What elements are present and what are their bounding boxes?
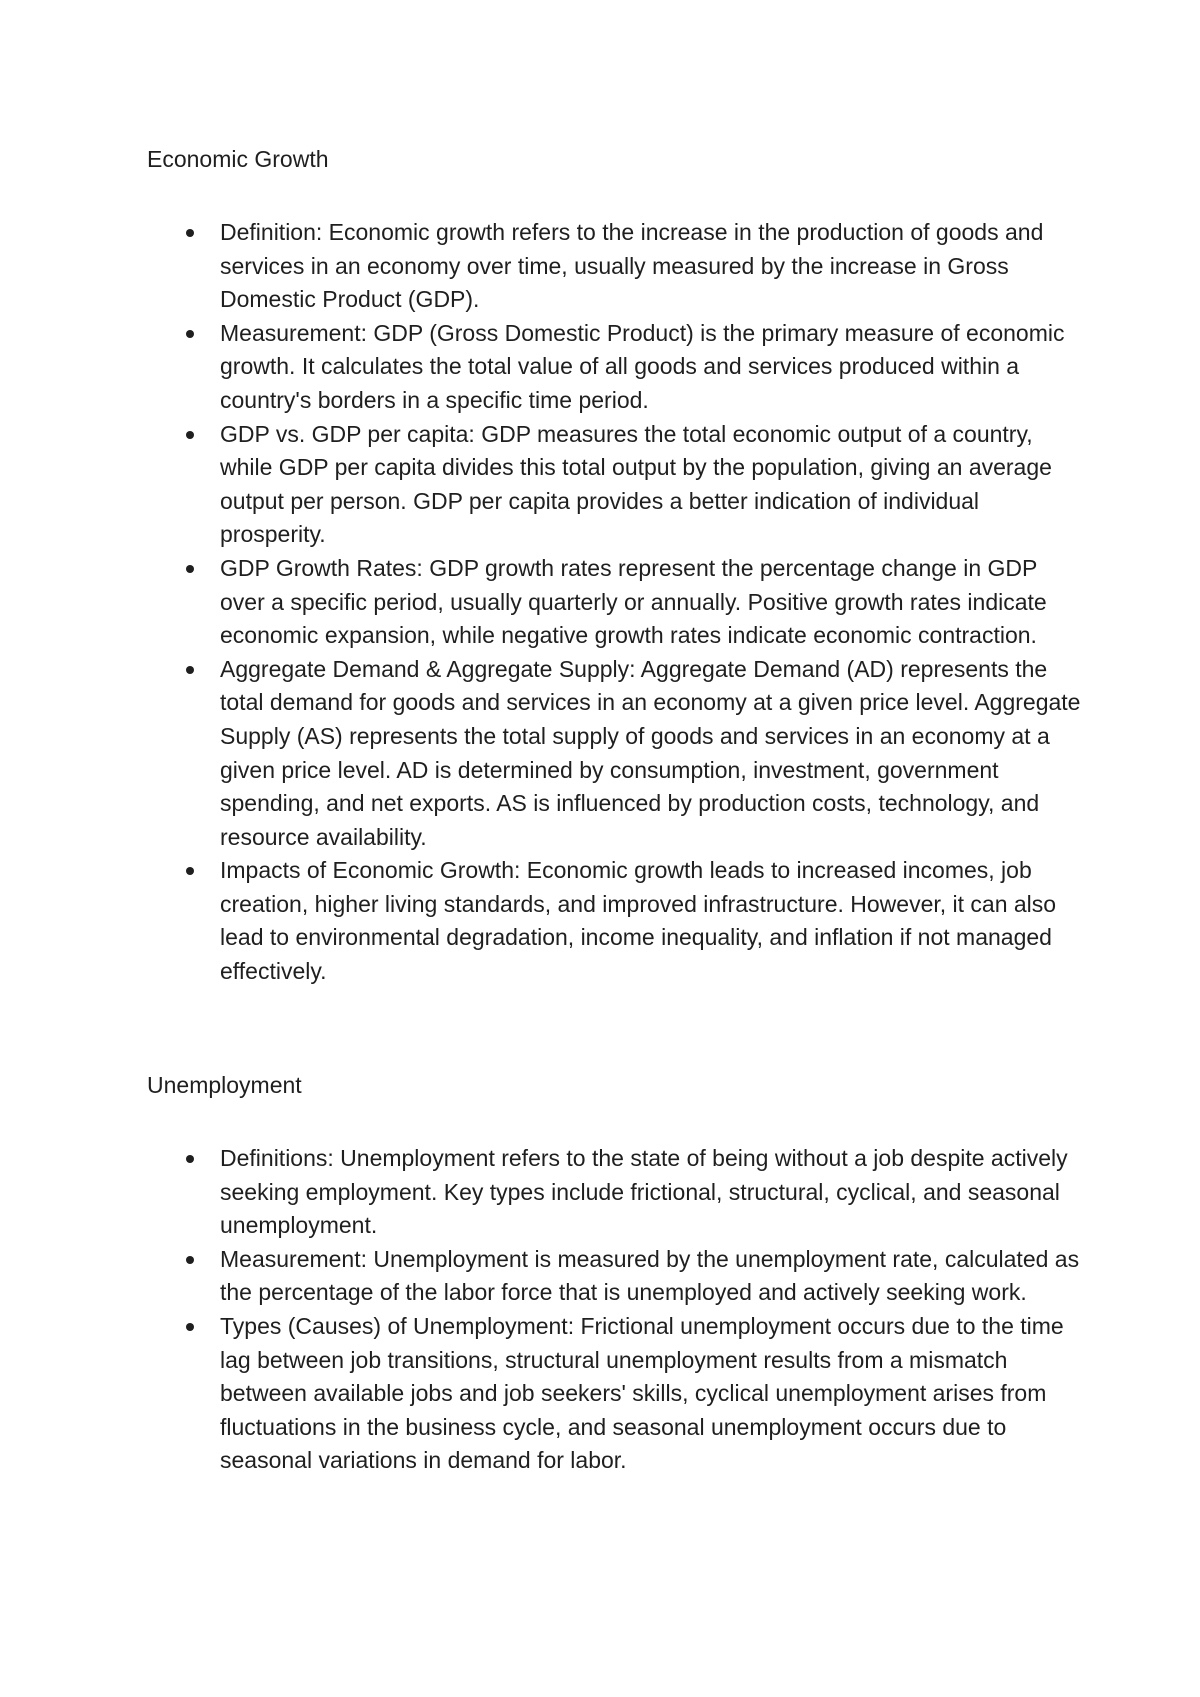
list-item bbox=[147, 854, 1087, 988]
list-item-text: Types (Causes) of Unemployment: Frictional unemployment occurs due to the time lag between job transitions, structural unemployment results from a mismatch between available jobs and job seekers' skills, cyclical unemployment arises from fluctuations in the business cycle, and seasonal unemployment occurs due to seasonal variations in demand for labor. bbox=[220, 1312, 1064, 1474]
bullet-list bbox=[147, 1142, 1087, 1478]
list-item bbox=[147, 552, 1087, 653]
list-item bbox=[147, 317, 1087, 418]
section-heading: Economic Growth bbox=[147, 146, 329, 172]
bullet-dot-icon bbox=[186, 1323, 194, 1331]
list-item bbox=[147, 653, 1087, 855]
bullet-dot-icon bbox=[186, 330, 194, 338]
section-unemployment bbox=[147, 1068, 1087, 1478]
list-item-text: GDP vs. GDP per capita: GDP measures the total economic output of a country, while GDP per capita divides this total output by the population, giving an average output per person. GDP per capita provides a better indication of individual prosperity. bbox=[220, 420, 1052, 548]
list-item-text: Measurement: Unemployment is measured by the unemployment rate, calculated as the percentage of the labor force that is unemployed and actively seeking work. bbox=[220, 1245, 1080, 1306]
bullet-dot-icon bbox=[186, 1155, 194, 1163]
list-item bbox=[147, 1243, 1087, 1310]
bullet-dot-icon bbox=[186, 666, 194, 674]
bullet-dot-icon bbox=[186, 867, 194, 875]
bullet-list bbox=[147, 216, 1087, 989]
bullet-dot-icon bbox=[186, 565, 194, 573]
list-item bbox=[147, 1310, 1087, 1478]
bullet-dot-icon bbox=[186, 229, 194, 237]
list-item bbox=[147, 418, 1087, 552]
list-item-text: GDP Growth Rates: GDP growth rates represent the percentage change in GDP over a specific period, usually quarterly or annually. Positive growth rates indicate economic expansion, while negative growth rates indicate economic contraction. bbox=[220, 554, 1047, 649]
list-item-text: Impacts of Economic Growth: Economic growth leads to increased incomes, job creation, higher living standards, and improved infrastructure. However, it can also lead to environmental degradation, income inequality, and inflation if not managed effectively. bbox=[220, 857, 1057, 985]
bullet-dot-icon bbox=[186, 431, 194, 439]
list-item-text: Definition: Economic growth refers to the increase in the production of goods and services in an economy over time, usually measured by the increase in Gross Domestic Product (GDP). bbox=[220, 219, 1044, 313]
section-heading: Unemployment bbox=[147, 1072, 302, 1098]
section-economic-growth bbox=[147, 142, 1087, 989]
list-item-text: Measurement: GDP (Gross Domestic Product) is the primary measure of economic growth. It calculates the total value of all goods and services produced within a country's borders in a specific time period. bbox=[220, 319, 1065, 413]
list-item-text: Definitions: Unemployment refers to the state of being without a job despite actively seeking employment. Key types include frictional, structural, cyclical, and seasonal unemployment. bbox=[220, 1145, 1068, 1239]
list-item bbox=[147, 1142, 1087, 1243]
bullet-dot-icon bbox=[186, 1256, 194, 1264]
list-item-text: Aggregate Demand & Aggregate Supply: Aggregate Demand (AD) represents the total demand for goods and services in an economy at a given price level. Aggregate Supply (AS) represents the total supply of goods and services in an economy at a given price level. AD is determined by consumption, investment, government spending, and net exports. AS is influenced by production costs, technology, and resource availability. bbox=[220, 655, 1081, 850]
list-item bbox=[147, 216, 1087, 317]
